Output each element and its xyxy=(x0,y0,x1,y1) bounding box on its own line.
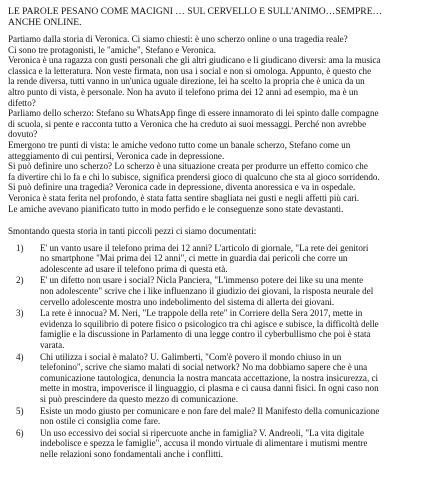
story-line: fa divertire chi lo fa e chi lo subisce, significa prendersi gioco di qualcuno che sta al gioco sorridendo. xyxy=(8,171,380,182)
story-line: Ci sono tre protagonisti, le "amiche", Stefano e Veronica. xyxy=(8,44,217,55)
source-line: non adolescente" scrive che i like influenzano il giudizio dei giovani, la risposta neurale del xyxy=(40,286,374,297)
story-line: altro punto di vista, è personale. Non ha avuto il telefono prima dei 12 anni ad esempio, ma è un xyxy=(8,86,359,97)
source-text xyxy=(34,352,415,405)
title-line: ANCHE ONLINE. xyxy=(8,17,82,28)
source-number: 1) xyxy=(16,242,24,253)
source-item xyxy=(8,428,415,460)
source-number: 4) xyxy=(16,351,24,362)
source-item xyxy=(8,243,415,275)
source-number: 3) xyxy=(16,308,24,319)
title-line: LE PAROLE PESANO COME MACIGNI … SUL CERVELLO E SULL'ANIMO…SEMPRE… xyxy=(8,6,383,17)
story-line: Veronica è stata ferita nel profondo, è stata fatta sentire sbagliata nei gusti e negli affetti più cari. xyxy=(8,192,360,203)
source-line: mette in mostra, impoverisce il linguaggio, ci plasma e ci causa danni fisici. In ogni caso non xyxy=(40,383,379,394)
source-line: famiglie e la discussione in Parlamento di una legge contro il cyberbullismo che poi è stata xyxy=(40,329,371,340)
story-line: Si può definire una tragedia? Veronica cade in depressione, diventa anoressica e va in ospedale. xyxy=(8,182,356,193)
source-line: E' un difetto non usare i social? Nicla Panciera, "L'immenso potere dei like su una mente xyxy=(40,275,364,286)
story-line: di scuola, si pente e racconta tutto a Veronica che ha creduto ai suoi messaggi. Perché non avrebbe xyxy=(8,118,367,129)
source-text xyxy=(34,428,415,460)
document-title xyxy=(8,6,415,28)
source-line: Chi utilizza i social è malato? U. Galimberti, "Com'è povero il mondo chiuso in un xyxy=(40,351,342,362)
source-item xyxy=(8,406,415,427)
source-line: varata. xyxy=(40,340,65,351)
source-line: evidenza lo squilibrio di potere fisico o psicologico tra chi agisce e subisce, la difficoltà delle xyxy=(40,318,379,329)
source-line: adolescente ad usare il telefono prima di questa età. xyxy=(40,263,228,274)
story-line: Partiamo dalla storia di Veronica. Ci siamo chiesti: è uno scherzo online o una tragedia reale? xyxy=(8,34,348,44)
source-line: non ostile ci consiglia come fare. xyxy=(40,416,161,427)
paragraph-spacer xyxy=(8,214,415,226)
sources-list xyxy=(8,243,415,460)
story-line: classica e la letteratura. Non veste firmata, non usa i social e non si omologa. Appunto, è questo che xyxy=(8,65,372,76)
source-line: si può prescindere da questo mezzo di comunicazione. xyxy=(40,394,238,404)
story-line: atteggiamento di cui pentirsi, Veronica cade in depressione. xyxy=(8,150,225,161)
story-paragraphs xyxy=(8,34,415,214)
story-line: Le amiche avevano pianificato tutto in modo perfido e le conseguenze sono state devastanti. xyxy=(8,203,344,214)
source-line: Esiste un modo giusto per comunicare e non fare del male? Il Manifesto della comunicazione xyxy=(40,405,380,416)
sources-intro: Smontando questa storia in tanti piccoli pezzi ci siamo documentati: xyxy=(8,226,257,237)
story-line: difetto? xyxy=(8,97,36,108)
source-number: 5) xyxy=(16,405,24,416)
source-line: comunicazione tautologica, denuncia la nostra mancata accettazione, la nostra insicurezza, ci xyxy=(40,372,379,383)
source-text xyxy=(34,243,415,275)
source-line: E' un vanto usare il telefono prima dei 12 anni? L'articolo di giornale, "La rete dei genitori xyxy=(40,242,369,253)
source-text xyxy=(34,308,415,350)
source-item xyxy=(8,275,415,307)
source-text xyxy=(34,406,415,427)
source-line: telefonino", scrive che siamo malati di social network? No ma dobbiamo sapere che è una xyxy=(40,362,368,373)
source-number: 6) xyxy=(16,427,24,438)
story-line: Si può definire uno scherzo? Lo scherzo è una situazione creata per produrre un effetto comico che xyxy=(8,161,368,172)
source-line: La rete è innocua? M. Neri, "Le trappole della rete" in Corriere della Sera 2017, mette in xyxy=(40,308,363,319)
story-line: Emergono tre punti di vista: le amiche vedono tutto come un banale scherzo, Stefano come un xyxy=(8,139,351,150)
source-text xyxy=(34,275,415,307)
story-line: dovuto? xyxy=(8,129,38,140)
story-line: Veronica è una ragazza con gusti personali che gli altri giudicano e li giudicano diversi: ama la musica xyxy=(8,55,381,66)
source-number: 2) xyxy=(16,275,24,286)
source-line: no smartphone "Mai prima dei 12 anni", ci mette in guardia dai pericoli che corre un xyxy=(40,253,348,264)
source-line: nelle relazioni sono fondamentali anche i conflitti. xyxy=(40,448,224,459)
story-line: la rende diversa, tutti vanno in un'unica uguale direzione, lei ha scelto la propria che è unica da un xyxy=(8,76,365,87)
source-line: cervello adolescente mostra uno indebolimento del sistema di allerta dei giovani. xyxy=(40,296,335,307)
source-item xyxy=(8,352,415,405)
story-line: Parliamo dello scherzo: Stefano su WhatsApp finge di essere innamorato di lei spinto dalle compagne xyxy=(8,108,379,119)
source-item xyxy=(8,308,415,350)
source-line: Un uso eccessivo dei social si ripercuote anche in famiglia? V. Andreoli, "La vita digitale xyxy=(40,427,365,438)
source-line: indebolisce e spezza le famiglie", accusa il mondo virtuale di alimentare i mutismi mentre xyxy=(40,438,368,449)
